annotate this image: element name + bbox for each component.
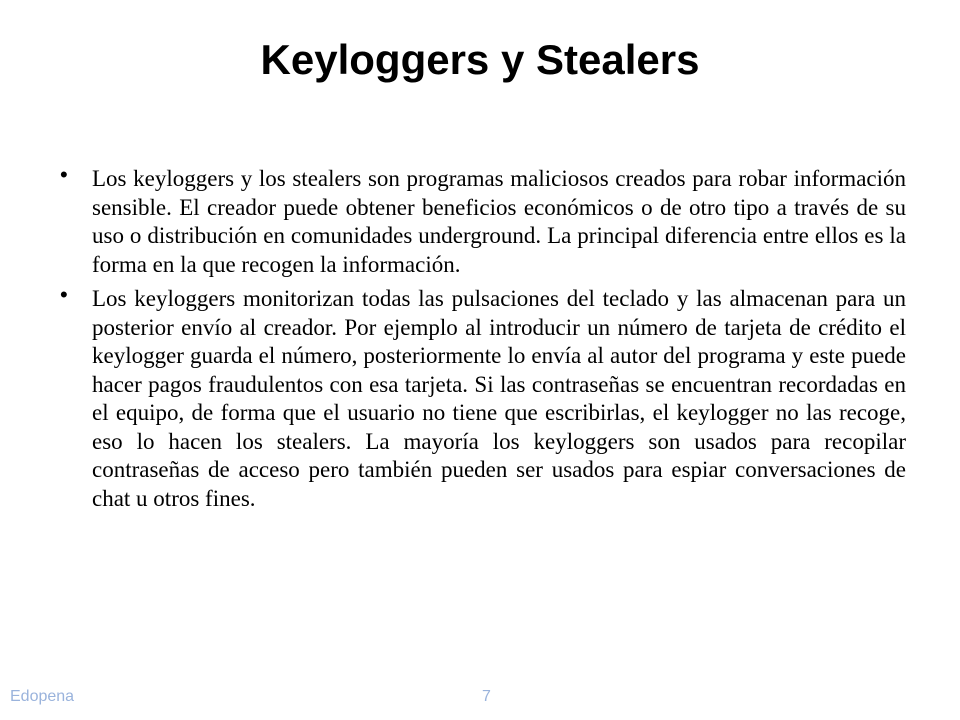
bullet-marker: • xyxy=(60,282,68,307)
footer-author: Edopena xyxy=(10,688,75,705)
slide-title: Keyloggers y Stealers xyxy=(260,36,700,83)
footer-page-number: 7 xyxy=(482,688,491,705)
bullet-list xyxy=(60,162,906,519)
bullet-item xyxy=(60,282,906,513)
bullet-item xyxy=(60,162,906,279)
bullet-marker: • xyxy=(60,162,68,187)
bullet-text: Los keyloggers y los stealers son programas maliciosos creados para robar información sensible. El creador puede obtener beneficios económicos o de otro tipo a través de su uso o distribución en comunidades underground. La principal diferencia entre ellos es la forma en la que recogen la información. xyxy=(92,166,906,277)
bullet-text: Los keyloggers monitorizan todas las pulsaciones del teclado y las almacenan para un posterior envío al creador. Por ejemplo al introducir un número de tarjeta de crédito el keylogger guarda el número, posteriormente lo envía al autor del programa y este puede hacer pagos fraudulentos con esa tarjeta. Si las contraseñas se encuentran recordadas en el equipo, de forma que el usuario no tiene que escribirlas, el keylogger no las recoge, eso lo hacen los stealers. La mayoría los keyloggers son usados para recopilar contraseñas de acceso pero también pueden ser usados para espiar conversaciones de chat u otros fines. xyxy=(92,286,906,511)
